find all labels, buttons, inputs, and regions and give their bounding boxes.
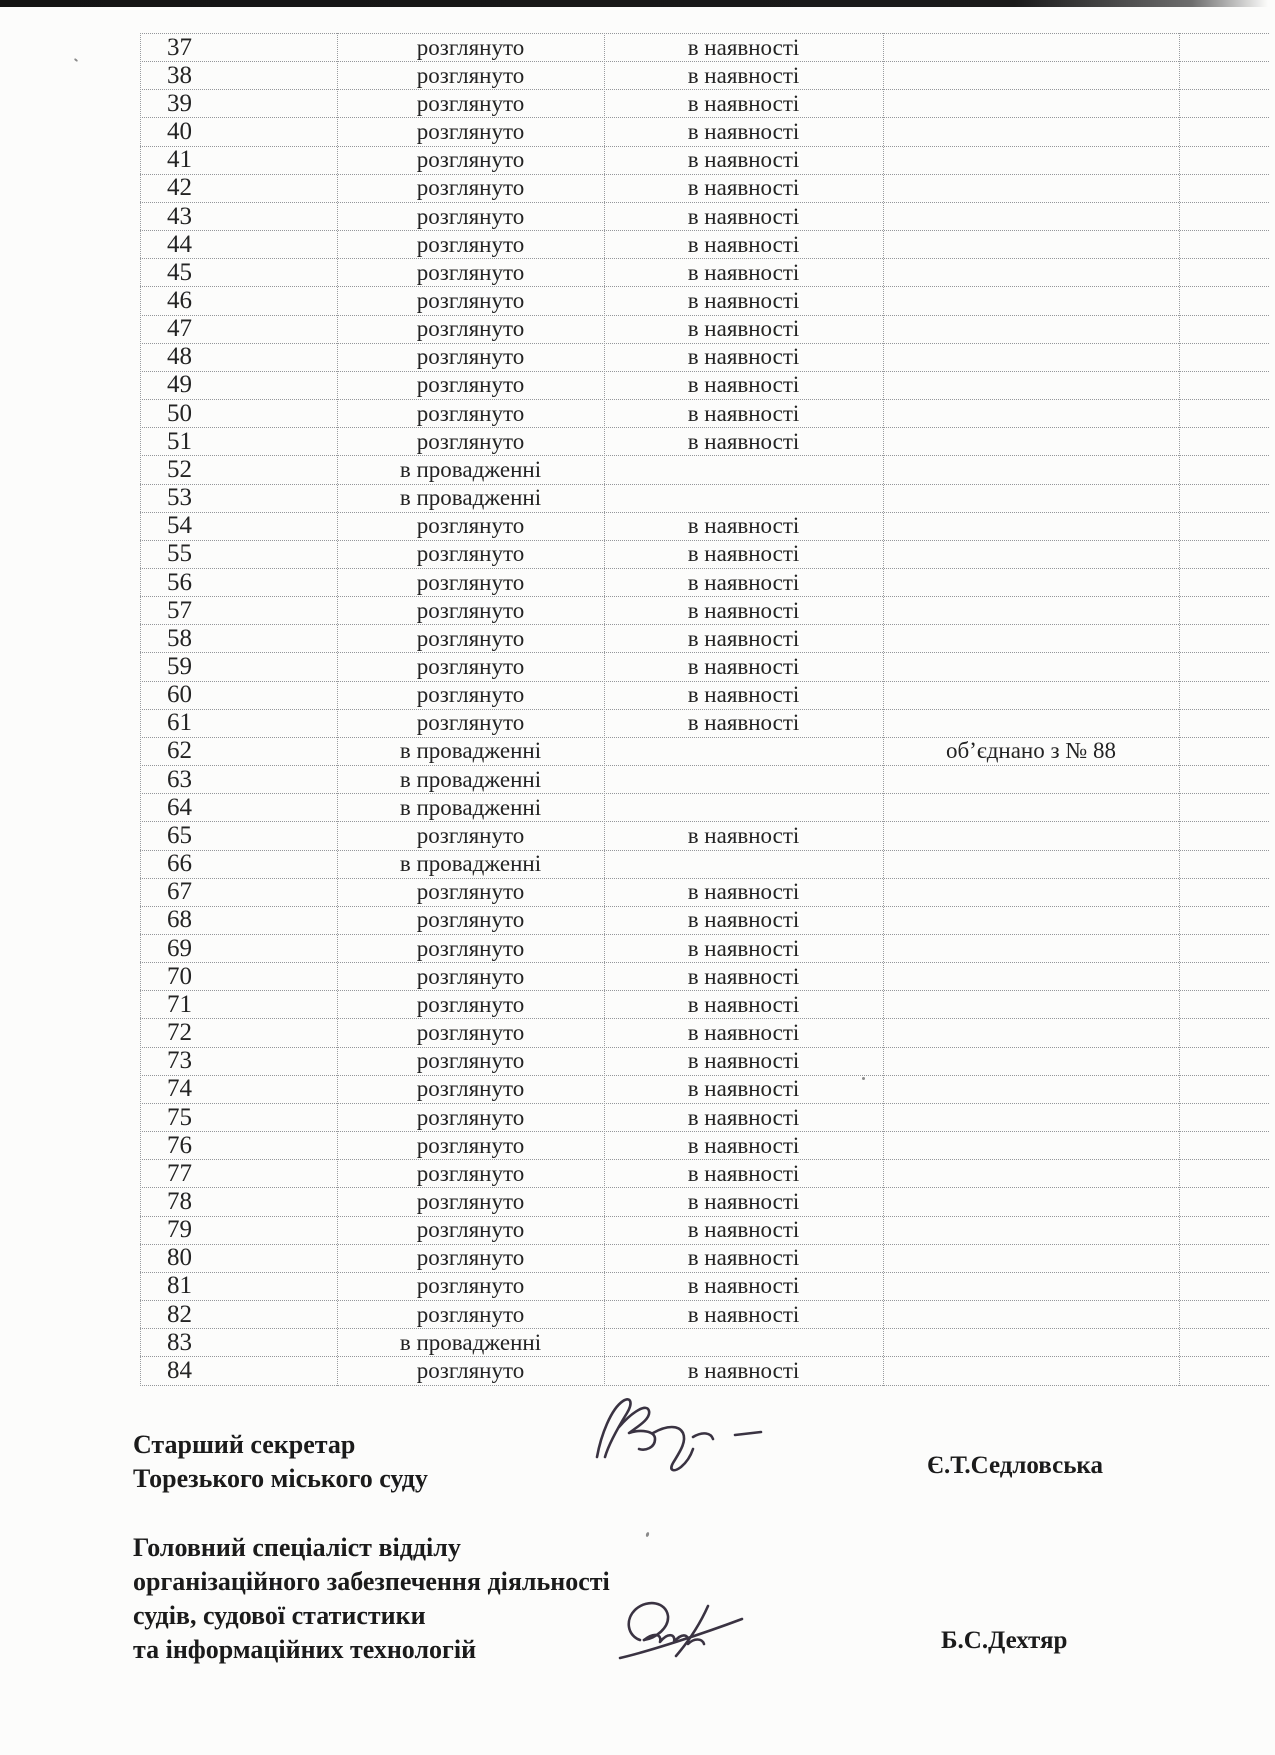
- note-cell: [883, 569, 1179, 596]
- availability-cell: в наявності: [687, 1104, 800, 1130]
- note-cell: [883, 597, 1179, 624]
- note-cell: [883, 794, 1179, 821]
- case-number-cell: 72: [167, 1019, 192, 1047]
- signatory-title-line: організаційного забезпечення діяльності: [133, 1567, 610, 1596]
- status-cell: розглянуто: [416, 62, 525, 88]
- table-border-vertical: [604, 33, 605, 1386]
- case-number-cell: 37: [167, 33, 192, 61]
- availability-cell: в наявності: [687, 1301, 800, 1327]
- table-row: [140, 625, 1269, 653]
- note-cell: [883, 625, 1179, 652]
- note-cell: [883, 62, 1179, 89]
- table-row: [140, 1273, 1269, 1301]
- scan-speck: [862, 1077, 865, 1080]
- table-row: [140, 287, 1269, 315]
- status-cell: розглянуто: [416, 1048, 525, 1074]
- table-row: [140, 1188, 1269, 1216]
- note-cell: [883, 1301, 1179, 1328]
- note-cell: [883, 1076, 1179, 1103]
- case-number-cell: 54: [167, 512, 192, 540]
- note-cell: [883, 90, 1179, 117]
- status-cell: розглянуто: [416, 1357, 525, 1383]
- case-number-cell: 80: [167, 1244, 192, 1272]
- table-row: [140, 682, 1269, 710]
- case-number-cell: 53: [167, 484, 192, 512]
- note-cell: [883, 231, 1179, 258]
- signatory-title-line: Старший секретар: [133, 1430, 356, 1459]
- signatory-title-line: Головний спеціаліст відділу: [133, 1533, 461, 1562]
- case-number-cell: 68: [167, 906, 192, 934]
- status-cell: в провадженні: [399, 766, 542, 792]
- note-cell: [883, 1329, 1179, 1356]
- status-cell: розглянуто: [416, 1301, 525, 1327]
- case-number-cell: 58: [167, 624, 192, 652]
- availability-cell: в наявності: [687, 625, 800, 651]
- status-cell: розглянуто: [416, 682, 525, 708]
- table-border-vertical: [883, 33, 884, 1386]
- status-cell: розглянуто: [416, 400, 525, 426]
- status-cell: розглянуто: [416, 879, 525, 905]
- table-row: [140, 710, 1269, 738]
- availability-cell: в наявності: [687, 1245, 800, 1271]
- note-cell: [883, 822, 1179, 849]
- status-cell: в провадженні: [399, 1329, 542, 1355]
- status-cell: розглянуто: [416, 316, 525, 342]
- table-row: [140, 1329, 1269, 1357]
- case-number-cell: 59: [167, 653, 192, 681]
- case-number-cell: 50: [167, 399, 192, 427]
- status-cell: розглянуто: [416, 1188, 525, 1214]
- case-number-cell: 74: [167, 1075, 192, 1103]
- availability-cell: в наявності: [687, 62, 800, 88]
- note-cell: [883, 766, 1179, 793]
- signatory-title-chief-specialist: [133, 1531, 610, 1667]
- note-cell: [883, 1245, 1179, 1272]
- note-cell: [883, 456, 1179, 483]
- note-cell: [883, 175, 1179, 202]
- case-number-cell: 45: [167, 258, 192, 286]
- case-number-cell: 57: [167, 596, 192, 624]
- table-row: [140, 851, 1269, 879]
- table-row: [140, 428, 1269, 456]
- note-cell: [883, 991, 1179, 1018]
- note-cell: [883, 1048, 1179, 1075]
- case-number-cell: 79: [167, 1216, 192, 1244]
- note-cell: [883, 118, 1179, 145]
- case-number-cell: 61: [167, 709, 192, 737]
- availability-cell: в наявності: [687, 1357, 800, 1383]
- case-number-cell: 55: [167, 540, 192, 568]
- case-number-cell: 83: [167, 1328, 192, 1356]
- table-row: [140, 259, 1269, 287]
- note-cell: [883, 1357, 1179, 1384]
- availability-cell: [604, 766, 883, 793]
- status-cell: розглянуто: [416, 991, 525, 1017]
- table-border-vertical: [140, 33, 141, 1386]
- status-cell: розглянуто: [416, 1076, 525, 1102]
- case-number-cell: 71: [167, 990, 192, 1018]
- status-cell: розглянуто: [416, 344, 525, 370]
- status-cell: розглянуто: [416, 1020, 525, 1046]
- signatory-title-line: Торезького міського суду: [133, 1464, 428, 1493]
- availability-cell: [604, 1329, 883, 1356]
- status-cell: розглянуто: [416, 822, 525, 848]
- status-cell: розглянуто: [416, 907, 525, 933]
- status-cell: в провадженні: [399, 485, 542, 511]
- table-border-vertical: [337, 33, 338, 1386]
- availability-cell: в наявності: [687, 428, 800, 454]
- table-row: [140, 541, 1269, 569]
- scan-speck: [74, 58, 78, 62]
- availability-cell: в наявності: [687, 597, 800, 623]
- availability-cell: в наявності: [687, 682, 800, 708]
- note-cell: [883, 316, 1179, 343]
- table-row: [140, 62, 1269, 90]
- status-cell: розглянуто: [416, 34, 525, 60]
- case-register-table: [140, 33, 1270, 1386]
- table-row: [140, 738, 1269, 766]
- note-cell: [883, 259, 1179, 286]
- status-cell: розглянуто: [416, 147, 525, 173]
- status-cell: розглянуто: [416, 203, 525, 229]
- availability-cell: в наявності: [687, 879, 800, 905]
- table-row: [140, 372, 1269, 400]
- note-cell: [883, 1132, 1179, 1159]
- case-number-cell: 52: [167, 455, 192, 483]
- table-row: [140, 569, 1269, 597]
- status-cell: розглянуто: [416, 231, 525, 257]
- table-row: [140, 822, 1269, 850]
- availability-cell: в наявності: [687, 513, 800, 539]
- case-number-cell: 84: [167, 1356, 192, 1384]
- availability-cell: в наявності: [687, 287, 800, 313]
- case-number-cell: 70: [167, 962, 192, 990]
- case-number-cell: 48: [167, 343, 192, 371]
- case-number-cell: 43: [167, 202, 192, 230]
- note-cell: [883, 682, 1179, 709]
- signatory-title-senior-secretary: [133, 1428, 428, 1496]
- table-row: [140, 794, 1269, 822]
- status-cell: розглянуто: [416, 1104, 525, 1130]
- note-cell: об’єднано з № 88: [945, 738, 1117, 764]
- table-row: [140, 485, 1269, 513]
- availability-cell: в наявності: [687, 1020, 800, 1046]
- case-number-cell: 81: [167, 1272, 192, 1300]
- status-cell: розглянуто: [416, 1245, 525, 1271]
- table-row: [140, 1048, 1269, 1076]
- availability-cell: в наявності: [687, 1132, 800, 1158]
- note-cell: [883, 1019, 1179, 1046]
- table-row: [140, 90, 1269, 118]
- table-row: [140, 766, 1269, 794]
- availability-cell: в наявності: [687, 1076, 800, 1102]
- table-row: [140, 907, 1269, 935]
- case-number-cell: 47: [167, 315, 192, 343]
- note-cell: [883, 851, 1179, 878]
- table-row: [140, 879, 1269, 907]
- table-row: [140, 316, 1269, 344]
- table-row: [140, 1217, 1269, 1245]
- status-cell: розглянуто: [416, 963, 525, 989]
- status-cell: розглянуто: [416, 372, 525, 398]
- case-number-cell: 66: [167, 850, 192, 878]
- status-cell: розглянуто: [416, 710, 525, 736]
- availability-cell: в наявності: [687, 344, 800, 370]
- case-number-cell: 60: [167, 681, 192, 709]
- scan-edge-artifact: [0, 0, 1268, 7]
- status-cell: розглянуто: [416, 541, 525, 567]
- case-number-cell: 77: [167, 1159, 192, 1187]
- table-border-vertical: [1179, 33, 1180, 1386]
- availability-cell: [604, 738, 883, 765]
- note-cell: [883, 344, 1179, 371]
- table-row: [140, 1132, 1269, 1160]
- note-cell: [883, 485, 1179, 512]
- status-cell: розглянуто: [416, 119, 525, 145]
- note-cell: [883, 400, 1179, 427]
- status-cell: в провадженні: [399, 794, 542, 820]
- availability-cell: в наявності: [687, 991, 800, 1017]
- table-row: [140, 597, 1269, 625]
- availability-cell: [604, 794, 883, 821]
- status-cell: розглянуто: [416, 569, 525, 595]
- availability-cell: [604, 851, 883, 878]
- case-number-cell: 38: [167, 61, 192, 89]
- table-row: [140, 118, 1269, 146]
- status-cell: розглянуто: [416, 1132, 525, 1158]
- status-cell: розглянуто: [416, 935, 525, 961]
- case-number-cell: 76: [167, 1131, 192, 1159]
- status-cell: розглянуто: [416, 90, 525, 116]
- table-row: [140, 344, 1269, 372]
- note-cell: [883, 372, 1179, 399]
- availability-cell: в наявності: [687, 147, 800, 173]
- case-number-cell: 40: [167, 118, 192, 146]
- status-cell: розглянуто: [416, 1273, 525, 1299]
- note-cell: [883, 935, 1179, 962]
- availability-cell: в наявності: [687, 822, 800, 848]
- status-cell: розглянуто: [416, 597, 525, 623]
- table-row: [140, 34, 1269, 62]
- note-cell: [883, 541, 1179, 568]
- table-row: [140, 147, 1269, 175]
- note-cell: [883, 513, 1179, 540]
- case-number-cell: 63: [167, 765, 192, 793]
- case-number-cell: 39: [167, 89, 192, 117]
- availability-cell: в наявності: [687, 175, 800, 201]
- availability-cell: [604, 456, 883, 483]
- status-cell: розглянуто: [416, 654, 525, 680]
- availability-cell: в наявності: [687, 654, 800, 680]
- availability-cell: в наявності: [687, 231, 800, 257]
- note-cell: [883, 1188, 1179, 1215]
- note-cell: [883, 1217, 1179, 1244]
- table-row: [140, 400, 1269, 428]
- note-cell: [883, 34, 1179, 61]
- availability-cell: в наявності: [687, 90, 800, 116]
- status-cell: розглянуто: [416, 513, 525, 539]
- scan-speck: [645, 1532, 649, 1538]
- availability-cell: в наявності: [687, 400, 800, 426]
- table-row: [140, 231, 1269, 259]
- case-table-rows: [140, 33, 1269, 1386]
- note-cell: [883, 287, 1179, 314]
- table-row: [140, 1019, 1269, 1047]
- signatory-name-dekhtiar: Б.С.Дехтяр: [941, 1627, 1068, 1654]
- status-cell: в провадженні: [399, 738, 542, 764]
- signatory-name-sedlovska: Є.Т.Седловська: [927, 1452, 1103, 1479]
- case-number-cell: 64: [167, 793, 192, 821]
- availability-cell: в наявності: [687, 963, 800, 989]
- handwritten-signature-1: [575, 1393, 775, 1478]
- note-cell: [883, 1273, 1179, 1300]
- table-row: [140, 1357, 1269, 1385]
- availability-cell: в наявності: [687, 203, 800, 229]
- status-cell: розглянуто: [416, 287, 525, 313]
- availability-cell: [604, 485, 883, 512]
- table-row: [140, 1301, 1269, 1329]
- note-cell: [883, 963, 1179, 990]
- table-row: [140, 1104, 1269, 1132]
- note-cell: [883, 203, 1179, 230]
- status-cell: розглянуто: [416, 428, 525, 454]
- status-cell: розглянуто: [416, 1217, 525, 1243]
- note-cell: [883, 147, 1179, 174]
- handwritten-signature-2: [610, 1594, 760, 1676]
- availability-cell: в наявності: [687, 935, 800, 961]
- case-number-cell: 41: [167, 146, 192, 174]
- case-number-cell: 46: [167, 286, 192, 314]
- status-cell: в провадженні: [399, 456, 542, 482]
- case-number-cell: 78: [167, 1187, 192, 1215]
- case-number-cell: 42: [167, 174, 192, 202]
- table-row: [140, 1076, 1269, 1104]
- table-row: [140, 1245, 1269, 1273]
- table-row: [140, 513, 1269, 541]
- availability-cell: в наявності: [687, 569, 800, 595]
- table-row: [140, 1160, 1269, 1188]
- note-cell: [883, 653, 1179, 680]
- case-number-cell: 49: [167, 371, 192, 399]
- availability-cell: в наявності: [687, 259, 800, 285]
- status-cell: розглянуто: [416, 175, 525, 201]
- availability-cell: в наявності: [687, 119, 800, 145]
- case-number-cell: 62: [167, 737, 192, 765]
- case-number-cell: 75: [167, 1103, 192, 1131]
- note-cell: [883, 710, 1179, 737]
- case-number-cell: 56: [167, 568, 192, 596]
- case-number-cell: 73: [167, 1047, 192, 1075]
- availability-cell: в наявності: [687, 541, 800, 567]
- availability-cell: в наявності: [687, 1048, 800, 1074]
- case-number-cell: 69: [167, 934, 192, 962]
- signatory-title-line: та інформаційних технологій: [133, 1635, 477, 1664]
- table-row: [140, 963, 1269, 991]
- note-cell: [883, 879, 1179, 906]
- case-number-cell: 65: [167, 821, 192, 849]
- case-number-cell: 51: [167, 427, 192, 455]
- note-cell: [883, 1104, 1179, 1131]
- availability-cell: в наявності: [687, 1217, 800, 1243]
- table-row: [140, 456, 1269, 484]
- note-cell: [883, 428, 1179, 455]
- availability-cell: в наявності: [687, 907, 800, 933]
- availability-cell: в наявності: [687, 34, 800, 60]
- availability-cell: в наявності: [687, 1160, 800, 1186]
- availability-cell: в наявності: [687, 1188, 800, 1214]
- table-row: [140, 203, 1269, 231]
- case-number-cell: 82: [167, 1300, 192, 1328]
- status-cell: розглянуто: [416, 625, 525, 651]
- table-row: [140, 175, 1269, 203]
- status-cell: розглянуто: [416, 1160, 525, 1186]
- note-cell: [883, 1160, 1179, 1187]
- availability-cell: в наявності: [687, 316, 800, 342]
- status-cell: в провадженні: [399, 851, 542, 877]
- table-row: [140, 653, 1269, 681]
- availability-cell: в наявності: [687, 1273, 800, 1299]
- availability-cell: в наявності: [687, 372, 800, 398]
- note-cell: [883, 907, 1179, 934]
- status-cell: розглянуто: [416, 259, 525, 285]
- case-number-cell: 44: [167, 230, 192, 258]
- case-number-cell: 67: [167, 878, 192, 906]
- table-row: [140, 935, 1269, 963]
- signatory-title-line: судів, судової статистики: [133, 1601, 426, 1630]
- table-row: [140, 991, 1269, 1019]
- availability-cell: в наявності: [687, 710, 800, 736]
